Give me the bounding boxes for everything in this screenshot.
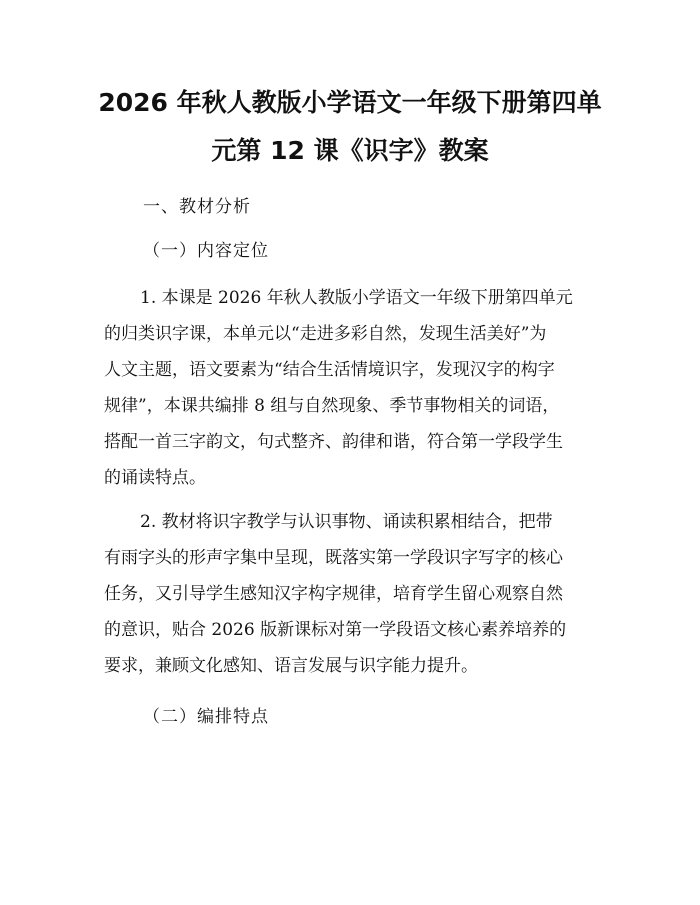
subsection-heading-content-positioning: （一）内容定位 <box>143 241 269 261</box>
document-title-line-1: 2026 年秋人教版小学语文一年级下册第四单 <box>98 88 602 117</box>
paragraph-1-line: 1. 本课是 2026 年秋人教版小学语文一年级下册第四单元 <box>140 288 573 308</box>
paragraph-1 <box>104 280 604 496</box>
paragraph-1-line: 的归类识字课，本单元以“走进多彩自然，发现生活美好”为 <box>104 324 547 344</box>
paragraph-2-line: 2. 教材将识字教学与认识事物、诵读积累相结合，把带 <box>140 512 553 532</box>
paragraph-1-line: 规律”，本课共编排 8 组与自然现象、季节事物相关的词语， <box>104 396 560 416</box>
section-heading-textbook-analysis: 一、教材分析 <box>143 197 251 217</box>
paragraph-2 <box>104 504 604 684</box>
paragraph-2-line: 有雨字头的形声字集中呈现，既落实第一学段识字写字的核心 <box>104 548 563 568</box>
paragraph-1-line: 搭配一首三字韵文，句式整齐、韵律和谐，符合第一学段学生 <box>104 432 563 452</box>
paragraph-1-line: 的诵读特点。 <box>104 468 206 488</box>
document-title-line-2: 元第 12 课《识字》教案 <box>211 136 489 165</box>
paragraph-2-line: 要求，兼顾文化感知、语言发展与识字能力提升。 <box>104 656 478 676</box>
subsection-heading-arrangement-features: （二）编排特点 <box>143 707 269 727</box>
paragraph-1-line: 人文主题，语文要素为“结合生活情境识字，发现汉字的构字 <box>104 360 555 380</box>
paragraph-2-line: 的意识，贴合 2026 版新课标对第一学段语文核心素养培养的 <box>104 620 567 640</box>
paragraph-2-line: 任务，又引导学生感知汉字构字规律，培育学生留心观察自然 <box>104 584 563 604</box>
